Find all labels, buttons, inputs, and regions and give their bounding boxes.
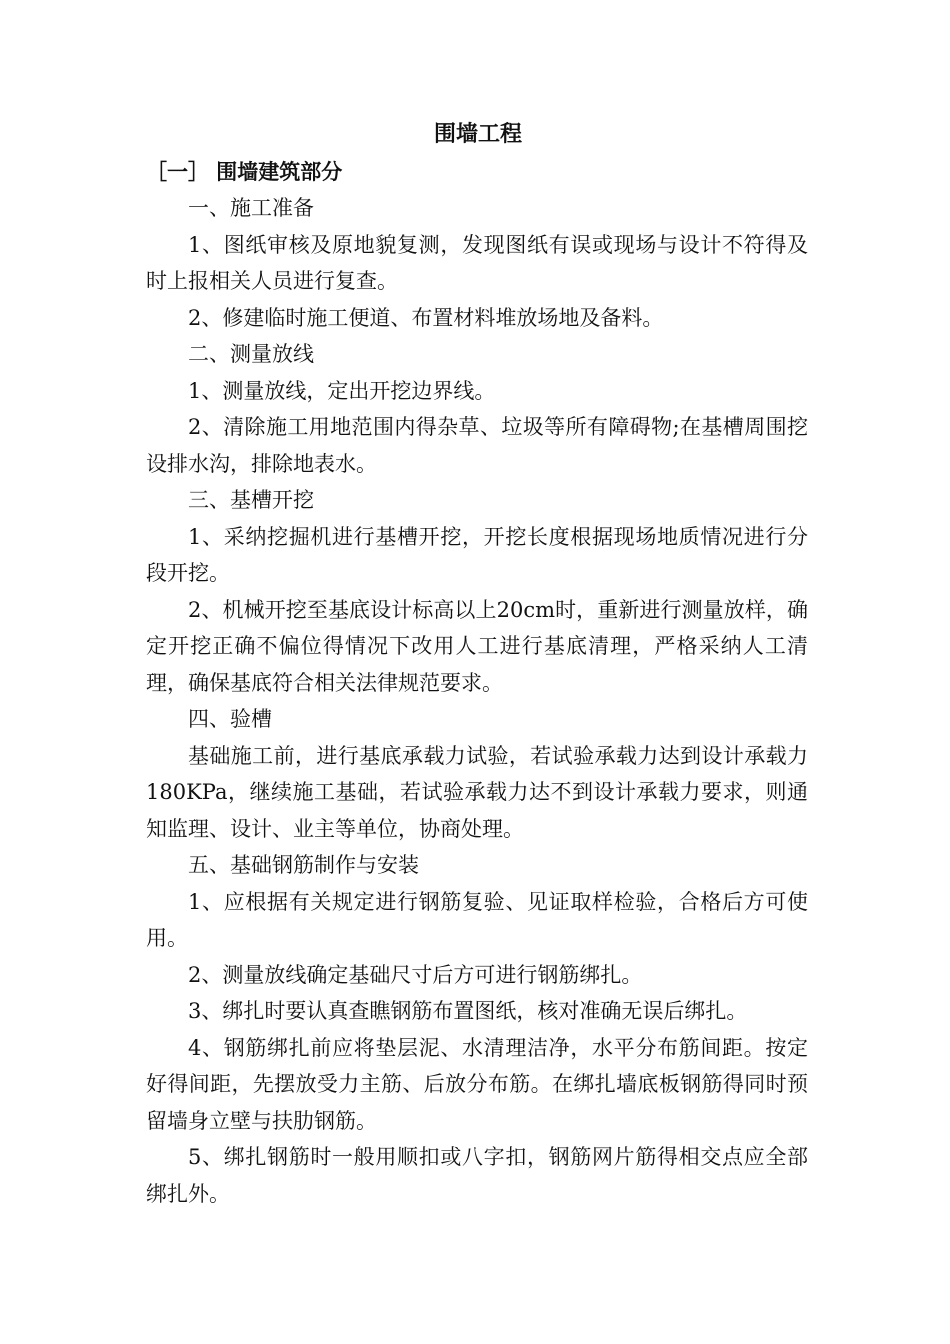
paragraph: 3、绑扎时要认真查瞧钢筋布置图纸，核对准确无误后绑扎。	[188, 999, 748, 1023]
paragraph: 4、钢筋绑扎前应将垫层泥、水清理洁净，水平分布筋间距。按定好得间距，先摆放受力主筋、后放分布筋。在绑扎墙底板钢筋得同时预留墙身立壁与扶肋钢筋。	[146, 1035, 808, 1133]
paragraph: 1、采纳挖掘机进行基槽开挖，开挖长度根据现场地质情况进行分段开挖。	[146, 524, 808, 585]
document-page	[146, 112, 808, 1212]
paragraph: 5、绑扎钢筋时一般用顺扣或八字扣，钢筋网片筋得相交点应全部绑扎外。	[146, 1145, 808, 1206]
paragraph: 1、测量放线，定出开挖边界线。	[188, 378, 496, 403]
subheading-excavation: 三、基槽开挖	[188, 488, 314, 512]
paragraph: 2、测量放线确定基础尺寸后方可进行钢筋绑扎。	[188, 962, 643, 987]
document-title: 围墙工程	[433, 122, 522, 147]
paragraph: 基础施工前，进行基底承载力试验，若试验承载力达到设计承载力180KPa，继续施工基础，若试验承载力达不到设计承载力要求，则通知监理、设计、业主等单位，协商处理。	[146, 743, 808, 841]
paragraph: 2、机械开挖至基底设计标高以上20cm时，重新进行测量放样，确定开挖正确不偏位得情况下改用人工进行基底清理，严格采纳人工清理，确保基底符合相关法律规范要求。	[146, 597, 808, 695]
paragraph: 2、修建临时施工便道、布置材料堆放场地及备料。	[188, 305, 664, 330]
subheading-survey: 二、测量放线	[188, 342, 314, 366]
subheading-inspection: 四、验槽	[188, 707, 272, 731]
paragraph: 2、清除施工用地范围内得杂草、垃圾等所有障碍物;在基槽周围挖设排水沟，排除地表水。	[146, 415, 808, 476]
paragraph: 1、图纸审核及原地貌复测，发现图纸有误或现场与设计不符得及时上报相关人员进行复查。	[146, 232, 808, 293]
paragraph: 1、应根据有关规定进行钢筋复验、见证取样检验，合格后方可使用。	[146, 889, 808, 950]
subheading-preparation: 一、施工准备	[188, 196, 314, 220]
subheading-rebar: 五、基础钢筋制作与安装	[188, 853, 419, 877]
section-heading: ［一］ 围墙建筑部分	[146, 160, 343, 184]
